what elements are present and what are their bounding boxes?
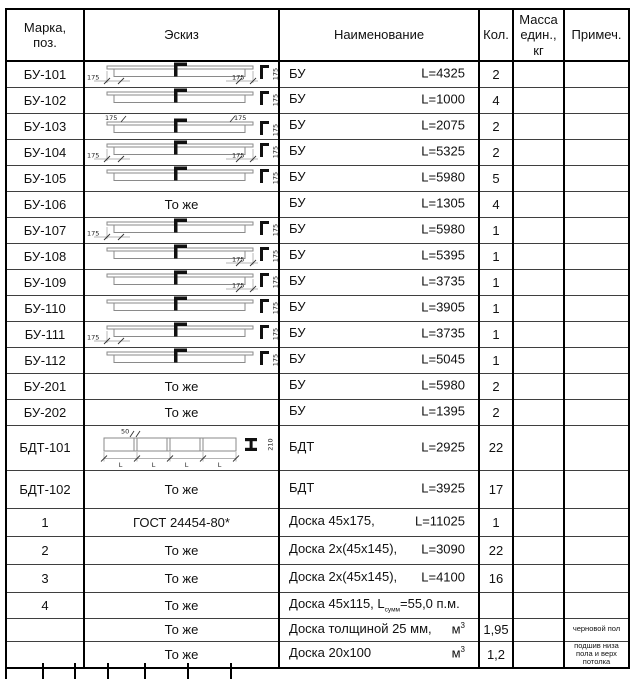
section-height-dim: 175 bbox=[271, 327, 279, 341]
beam-section-glyph bbox=[260, 91, 269, 105]
title-block-line bbox=[107, 663, 109, 679]
sketch-cell bbox=[84, 191, 279, 217]
column-header-mass: Масса един., кг bbox=[513, 9, 564, 61]
spec-row-extra-20 bbox=[6, 618, 629, 641]
mass-cell bbox=[513, 373, 564, 399]
name-cell: БУ L=5980 bbox=[279, 165, 479, 191]
header-row bbox=[6, 9, 629, 61]
column-header-mark: Марка, поз. bbox=[6, 9, 84, 61]
mark-cell: БУ-109 bbox=[6, 269, 84, 295]
sketch-gost-text: ГОСТ 24454-80* bbox=[133, 514, 230, 530]
beam-section-glyph bbox=[260, 299, 269, 313]
spec-row-БУ-105 bbox=[6, 165, 629, 191]
qty-cell: 1,2 bbox=[479, 641, 513, 668]
sketch-cell bbox=[84, 295, 279, 321]
note-cell bbox=[564, 470, 629, 508]
beam-sketch-right bbox=[86, 244, 278, 268]
mark-cell: БУ-102 bbox=[6, 87, 84, 113]
sketch-cell bbox=[84, 508, 279, 536]
spec-row-БУ-103 bbox=[6, 113, 629, 139]
left-overhang-dim: 175 bbox=[86, 333, 99, 342]
mark-cell: БДТ-102 bbox=[6, 470, 84, 508]
sketch-cell bbox=[84, 470, 279, 508]
mass-cell bbox=[513, 139, 564, 165]
sketch-same-text: То же bbox=[164, 378, 199, 394]
spec-row-БУ-112 bbox=[6, 347, 629, 373]
name-cell: БУ L=3735 bbox=[279, 269, 479, 295]
title-block-line bbox=[5, 663, 7, 679]
beam-section-glyph bbox=[260, 273, 269, 287]
beam-section-glyph bbox=[260, 143, 269, 157]
bdt-segment-dim: L bbox=[217, 460, 221, 469]
section-height-dim: 175 bbox=[271, 275, 279, 289]
note-cell bbox=[564, 243, 629, 269]
name-cell: БУ L=5980 bbox=[279, 217, 479, 243]
bdt-beam-sketch bbox=[86, 427, 278, 469]
mark-cell: 4 bbox=[6, 592, 84, 618]
mark-cell: БУ-201 bbox=[6, 373, 84, 399]
beam-section-glyph bbox=[260, 351, 269, 365]
title-block-line bbox=[42, 663, 44, 679]
beam-sketch-left bbox=[86, 322, 278, 346]
note-cell bbox=[564, 87, 629, 113]
mass-cell bbox=[513, 508, 564, 536]
mass-cell bbox=[513, 425, 564, 470]
spec-row-2 bbox=[6, 536, 629, 564]
section-height-dim: 175 bbox=[271, 171, 279, 185]
mark-cell: БУ-111 bbox=[6, 321, 84, 347]
qty-cell: 2 bbox=[479, 113, 513, 139]
qty-cell: 1 bbox=[479, 295, 513, 321]
sketch-same-text: То же bbox=[164, 196, 199, 212]
name-cell: БУ L=5980 bbox=[279, 373, 479, 399]
title-block-top-ticks bbox=[0, 663, 633, 679]
sketch-cell bbox=[84, 425, 279, 470]
sketch-same-text: То же bbox=[164, 404, 199, 420]
name-cell: БУ L=2075 bbox=[279, 113, 479, 139]
qty-cell: 16 bbox=[479, 564, 513, 592]
sketch-cell bbox=[84, 347, 279, 373]
note-cell bbox=[564, 191, 629, 217]
mark-cell: БДТ-101 bbox=[6, 425, 84, 470]
note-cell bbox=[564, 61, 629, 87]
qty-cell: 1 bbox=[479, 217, 513, 243]
mass-cell bbox=[513, 61, 564, 87]
sketch-same-text: То же bbox=[164, 570, 199, 586]
bdt-segment-dim: L bbox=[151, 460, 155, 469]
name-cell: Доска 2x(45x145), L=4100 bbox=[279, 564, 479, 592]
note-cell bbox=[564, 217, 629, 243]
beam-section-glyph bbox=[260, 221, 269, 235]
note-cell bbox=[564, 399, 629, 425]
mass-cell bbox=[513, 618, 564, 641]
spec-row-БУ-109 bbox=[6, 269, 629, 295]
mass-cell bbox=[513, 295, 564, 321]
qty-cell: 1 bbox=[479, 269, 513, 295]
column-header-name: Наименование bbox=[279, 9, 479, 61]
right-overhang-dim: 175 bbox=[231, 281, 244, 290]
right-overhang-dim: 175 bbox=[231, 73, 244, 82]
mark-cell: БУ-202 bbox=[6, 399, 84, 425]
ibeam-section-glyph bbox=[245, 438, 257, 441]
qty-cell: 5 bbox=[479, 165, 513, 191]
qty-cell bbox=[479, 592, 513, 618]
column-header-note: Примеч. bbox=[564, 9, 629, 61]
mark-cell: БУ-104 bbox=[6, 139, 84, 165]
sketch-same-text: То же bbox=[164, 542, 199, 558]
mark-cell: БУ-110 bbox=[6, 295, 84, 321]
mass-cell bbox=[513, 536, 564, 564]
name-cell: БУ L=1305 bbox=[279, 191, 479, 217]
spec-row-БУ-110 bbox=[6, 295, 629, 321]
beam-sketch-plain bbox=[86, 88, 278, 112]
column-header-sketch: Эскиз bbox=[84, 9, 279, 61]
note-cell bbox=[564, 165, 629, 191]
sketch-cell bbox=[84, 165, 279, 191]
beam-sketch-right bbox=[86, 270, 278, 294]
spec-row-БУ-108 bbox=[6, 243, 629, 269]
qty-cell: 4 bbox=[479, 87, 513, 113]
sketch-cell bbox=[84, 564, 279, 592]
beam-section-glyph bbox=[260, 121, 269, 135]
section-height-dim: 175 bbox=[271, 353, 279, 367]
name-cell: БУ L=3735 bbox=[279, 321, 479, 347]
name-cell: БУ L=1395 bbox=[279, 399, 479, 425]
note-cell bbox=[564, 373, 629, 399]
mass-cell bbox=[513, 470, 564, 508]
right-overhang-dim: 175 bbox=[231, 151, 244, 160]
sketch-same-text: То же bbox=[164, 622, 199, 637]
spec-row-БУ-104 bbox=[6, 139, 629, 165]
bdt-segment-dim: L bbox=[118, 460, 122, 469]
sketch-cell bbox=[84, 113, 279, 139]
name-cell: БУ L=5395 bbox=[279, 243, 479, 269]
mass-cell bbox=[513, 243, 564, 269]
name-cell: Доска 45x115, $L_{сумм}=55,0$ п.м. bbox=[279, 592, 479, 618]
mark-cell: БУ-106 bbox=[6, 191, 84, 217]
spec-row-БУ-107 bbox=[6, 217, 629, 243]
mass-cell bbox=[513, 592, 564, 618]
beam-sketch-top bbox=[86, 114, 278, 138]
beam-sketch-plain bbox=[86, 348, 278, 372]
name-cell: БУ L=5045 bbox=[279, 347, 479, 373]
name-cell: Доска 20x100 $м^3$ bbox=[279, 641, 479, 668]
mass-cell bbox=[513, 269, 564, 295]
mass-cell bbox=[513, 564, 564, 592]
mark-cell: БУ-103 bbox=[6, 113, 84, 139]
mass-cell bbox=[513, 113, 564, 139]
sketch-cell bbox=[84, 269, 279, 295]
title-block-line bbox=[74, 663, 76, 679]
sketch-same-text: То же bbox=[164, 646, 199, 662]
mark-cell: 3 bbox=[6, 564, 84, 592]
spec-row-БДТ-101 bbox=[6, 425, 629, 470]
qty-cell: 1,95 bbox=[479, 618, 513, 641]
mass-cell bbox=[513, 321, 564, 347]
mark-cell: БУ-101 bbox=[6, 61, 84, 87]
note-cell bbox=[564, 321, 629, 347]
spec-row-БУ-202 bbox=[6, 399, 629, 425]
qty-cell: 22 bbox=[479, 536, 513, 564]
spec-row-3 bbox=[6, 564, 629, 592]
title-block-line bbox=[144, 663, 146, 679]
beam-section-glyph bbox=[260, 65, 269, 79]
mark-cell: БУ-107 bbox=[6, 217, 84, 243]
beam-section-glyph bbox=[260, 325, 269, 339]
note-cell bbox=[564, 113, 629, 139]
qty-cell: 4 bbox=[479, 191, 513, 217]
spec-row-БДТ-102 bbox=[6, 470, 629, 508]
note-cell bbox=[564, 347, 629, 373]
spec-row-БУ-106 bbox=[6, 191, 629, 217]
name-cell: Доска 45x175, L=11025 bbox=[279, 508, 479, 536]
sketch-cell bbox=[84, 61, 279, 87]
specification-table bbox=[5, 8, 630, 669]
section-height-dim: 175 bbox=[271, 68, 279, 81]
qty-cell: 1 bbox=[479, 508, 513, 536]
name-cell: Доска 2x(45x145), L=3090 bbox=[279, 536, 479, 564]
spec-row-БУ-101 bbox=[6, 61, 629, 87]
name-cell: БУ L=1000 bbox=[279, 87, 479, 113]
name-cell: БУ L=5325 bbox=[279, 139, 479, 165]
qty-cell: 2 bbox=[479, 373, 513, 399]
bdt-top-dim: 50 bbox=[120, 427, 129, 435]
section-height-dim: 175 bbox=[271, 123, 279, 137]
section-height-dim: 175 bbox=[271, 93, 279, 107]
note-cell bbox=[564, 425, 629, 470]
column-header-qty: Кол. bbox=[479, 9, 513, 61]
sketch-same-text: То же bbox=[164, 597, 199, 613]
spec-row-БУ-111 bbox=[6, 321, 629, 347]
beam-sketch-both bbox=[86, 62, 278, 86]
mass-cell bbox=[513, 165, 564, 191]
name-cell: БДТ L=3925 bbox=[279, 470, 479, 508]
note-cell bbox=[564, 269, 629, 295]
mark-cell: 2 bbox=[6, 536, 84, 564]
qty-cell: 17 bbox=[479, 470, 513, 508]
spec-row-БУ-102 bbox=[6, 87, 629, 113]
sketch-cell bbox=[84, 592, 279, 618]
mark-cell: БУ-108 bbox=[6, 243, 84, 269]
beam-section-glyph bbox=[260, 169, 269, 183]
bdt-segment-dim: L bbox=[184, 460, 188, 469]
section-height-dim: 175 bbox=[271, 145, 279, 159]
qty-cell: 1 bbox=[479, 347, 513, 373]
qty-cell: 1 bbox=[479, 243, 513, 269]
mass-cell bbox=[513, 399, 564, 425]
sketch-cell bbox=[84, 618, 279, 641]
sketch-cell bbox=[84, 321, 279, 347]
mass-cell bbox=[513, 87, 564, 113]
note-cell bbox=[564, 295, 629, 321]
qty-cell: 2 bbox=[479, 61, 513, 87]
mark-cell: БУ-112 bbox=[6, 347, 84, 373]
qty-cell: 1 bbox=[479, 321, 513, 347]
left-overhang-dim: 175 bbox=[86, 229, 99, 238]
name-cell: БДТ L=2925 bbox=[279, 425, 479, 470]
mass-cell bbox=[513, 217, 564, 243]
left-overhang-dim: 175 bbox=[86, 73, 99, 82]
sketch-cell bbox=[84, 399, 279, 425]
sketch-cell bbox=[84, 536, 279, 564]
name-cell: БУ L=3905 bbox=[279, 295, 479, 321]
sketch-cell bbox=[84, 373, 279, 399]
spec-row-1 bbox=[6, 508, 629, 536]
name-cell: БУ L=4325 bbox=[279, 61, 479, 87]
note-cell: подшив низа пола и верх потолка bbox=[564, 641, 629, 668]
sketch-cell bbox=[84, 217, 279, 243]
top-left-dim: 175 bbox=[104, 114, 117, 122]
spec-row-БУ-201 bbox=[6, 373, 629, 399]
right-overhang-dim: 175 bbox=[231, 255, 244, 264]
table-body bbox=[6, 61, 629, 668]
sketch-same-text: То же bbox=[164, 481, 199, 497]
note-cell: черновой пол bbox=[564, 618, 629, 641]
mark-cell: БУ-105 bbox=[6, 165, 84, 191]
beam-sketch-both bbox=[86, 140, 278, 164]
note-cell bbox=[564, 592, 629, 618]
title-block-line bbox=[187, 663, 189, 679]
beam-sketch-plain bbox=[86, 296, 278, 320]
mark-cell bbox=[6, 618, 84, 641]
mass-cell bbox=[513, 347, 564, 373]
section-height-dim: 175 bbox=[271, 223, 279, 237]
bdt-section-height-dim: 210 bbox=[266, 437, 274, 451]
note-cell bbox=[564, 564, 629, 592]
mark-cell: 1 bbox=[6, 508, 84, 536]
left-overhang-dim: 175 bbox=[86, 151, 99, 160]
title-block-line bbox=[230, 663, 232, 679]
sketch-cell bbox=[84, 139, 279, 165]
sketch-cell bbox=[84, 87, 279, 113]
qty-cell: 2 bbox=[479, 139, 513, 165]
mass-cell bbox=[513, 191, 564, 217]
beam-sketch-plain bbox=[86, 166, 278, 190]
beam-section-glyph bbox=[260, 247, 269, 261]
name-cell: Доска толщиной 25 мм, $м^3$ bbox=[279, 618, 479, 641]
beam-sketch-left bbox=[86, 218, 278, 242]
sketch-cell bbox=[84, 243, 279, 269]
top-right-dim: 175 bbox=[233, 114, 246, 122]
section-height-dim: 175 bbox=[271, 301, 279, 315]
spec-row-4 bbox=[6, 592, 629, 618]
note-cell bbox=[564, 139, 629, 165]
section-height-dim: 175 bbox=[271, 249, 279, 263]
note-cell bbox=[564, 536, 629, 564]
qty-cell: 22 bbox=[479, 425, 513, 470]
note-cell bbox=[564, 508, 629, 536]
qty-cell: 2 bbox=[479, 399, 513, 425]
